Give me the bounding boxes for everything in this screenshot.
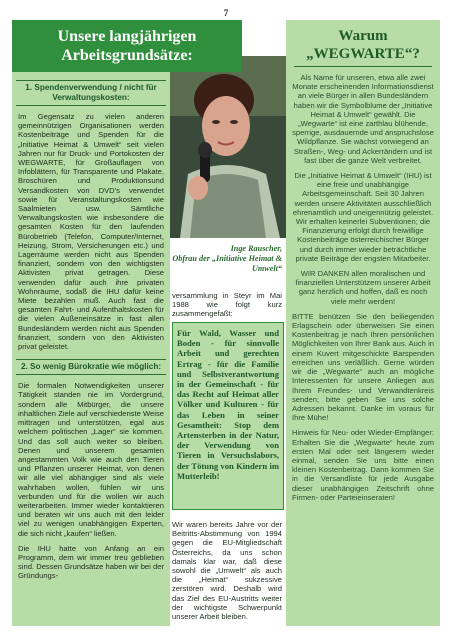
section-2-paragraph-2: Die IHU hatte von Anfang an ein Programm, dem wir immer treu geblieben sind. Dessen Grundsätze haben wir bei der Gründungs- [18, 543, 164, 581]
caption-role: Obfrau der „Initiative Heimat & Umwelt“ [172, 254, 282, 273]
main-title-banner [12, 20, 244, 76]
portrait-image [170, 56, 286, 238]
section-2-paragraph-1: Die formalen Notwendigkeiten unserer Tätigkeit standen nie im Vordergrund, sondern alle Mitbürger, die unsere inhaltlichen Ziele auf verschiedenste Weise mittragen und unterstützen, egal aus welchem politischen „Lager“ sie kommen. Und das soll auch weiter so bleiben. Denen und unserem gesamten angestammten Volk wie auch den Tieren und Pflanzen unserer Heimat, von denen wir alle viel abhängiger sind als viele wahrhaben wollen, fühlen wir uns verbunden und für die wollen wir auch weiterarbeiten. Immer wieder kontaktieren und beraten wir uns auch mit den leider viel zu wenigen unabhängigen Experten, die sich nicht „kaufen“ ließen. [18, 381, 164, 538]
right-paragraph-4: BITTE benützen Sie den beiliegenden Erlagschein oder überweisen Sie einen Kostenbeitrag je nach Ihren persönlichen Möglichkeiten von Ihrer Bank aus. Auch in einem Kuvert mitgeschickte Barspenden erreichen uns verläßlich. Gerne würden wir die „Wegwarte“ auch an mögliche Interessenten für unsere Anliegen aus Ihrem Freundes- und Verwandtenkreis senden; bitte geben Sie uns solche Adressen bekannt. Danke im voraus für Ihre Mühe! [292, 311, 434, 423]
left-column [12, 20, 170, 626]
photo-caption [170, 244, 282, 274]
section-1-heading: 1. Spendenverwendung / nicht für Verwaltungskosten: [16, 80, 166, 106]
right-paragraph-1: Als Name für unseren, etwa alle zwei Monate erscheinenden Informationsdienst an viele Bürger in allen Bundesländern haben wir die Symbolblume der „Initiative Heimat & Umwelt“ gewählt. Die „Wegwarte“ ist eine zarthlau blühende, sperrige, ausdauernde und anspruchslose Wildpflanze. Sie wächst vorwiegend an Straßen-, Weg- und Ackerrändern und ist fast über die ganze Welt verbreitet. [292, 73, 434, 165]
portrait-photo [170, 56, 286, 238]
right-paragraph-2: Die „Initiative Heimat & Umwelt“ (IHU) ist eine freie und unabhängige Arbeitsgemeinschaft. Seit 30 Jahren werden unsere Aktivitäten ausschließlich ehrenamtlich und uneigennützig geleistet. Wir erhalten keinerlei Subventionen; die Finanzierung erfolgt durch freiwillige Kostenbeiträge österreichischer Bürger und durch immer wieder beträchtliche private Beiträge der engsten Mitarbeiter. [292, 171, 434, 263]
right-paragraph-5: Hinweis für Neu- oder Wieder-Empfänger: Erhalten Sie die „Wegwarte“ heute zum ersten Mal oder seit längerem wieder einmal, senden Sie uns bitte einen kleinen Kostenbeitrag. Dann kommen Sie in die Versandliste für jede Ausgabe dieser unabhängigen Zeitschrift ohne Firmen- oder Parteieinseraten! [292, 428, 434, 502]
right-title-line2: „WEGWARTE“? [294, 46, 432, 67]
main-title: Unsere langjährigen Arbeitsgrundsätze: [12, 20, 242, 72]
right-column [286, 20, 440, 626]
page-number: 7 [223, 8, 229, 18]
right-paragraph-3: WIR DANKEN allen moralischen und finanziellen Unterstützern unserer Arbeit ganz herzlich und hoffen, daß es noch viele mehr werden! [295, 269, 431, 306]
program-text: Für Wald, Wasser und Boden - für sinnvolle Arbeit und gerechten Ertrag - für die Familie und Selbstverantwortung in der Gemeinschaft - für das Recht auf Heimat aller Völker und Kulturen - für das Leben in seiner Gesamtheit: Stop dem Artensterben in der Natur, der Verwendung von Tieren in Versuchslabors, der Tötung von Kindern im Mutterleib! [177, 328, 279, 481]
middle-text-bottom: Wir waren bereits Jahre vor der Beitritts-Abstimmung von 1994 gegen die EU-Mitgliedschaft Österreichs, da uns schon damals klar war, daß diese sowohl die „Umwelt“ als auch die „Heimat“ sukzessive zerstören wird. Deshalb wird das Ziel des EU-Austritts weiter der wichtigste Schwerpunkt unserer Arbeit bleiben. [172, 520, 282, 622]
caption-name: Inge Rauscher, [230, 244, 282, 253]
middle-text-top: versammlung in Steyr im Mai 1988 wie folgt kurz zusammengefaßt: [172, 291, 282, 319]
section-1-paragraph: Im Gegensatz zu vielen anderen gemeinnützigen Organisationen werden Kostenbeiträge und Spenden für die „Initiative Heimat & Umwelt“ seit vielen Jahren nur für Druck- und Portokosten der WEGWARTE, für Großauflagen von Infoblättern, für Transparente und Plakate, Broschüren und Produktionsund Versandkosten von DVD's verwendet sowie für Veranstaltungskosten wie Saalmieten usw. Sämtliche Verwaltungskosten wie insbesondere die gesamten Kosten für den laufenden Bürobetrieb (Telefon, Computer/Internet, Heizung, Strom, Versicherungen etc.) und Lagerräume werden nicht aus Spenden finanziert, sondern von den wichtigsten Aktivisten privat getragen. Diese verwenden dafür auch ihre privaten Wohnräume, sodaß die IHU dafür keine Miete bezahlen muß. Auch fast die gesamten Fahrt- und Aufenthaltskosten für die vielen Außeneinsätze in fast allen Bundesländern werden nicht aus Spenden finanziert, sondern von den Aktivisten privat geleistet. [18, 112, 164, 352]
right-title-line1: Warum [338, 28, 388, 44]
section-2-heading: 2. So wenig Bürokratie wie möglich: [16, 359, 166, 375]
program-box [172, 322, 284, 510]
